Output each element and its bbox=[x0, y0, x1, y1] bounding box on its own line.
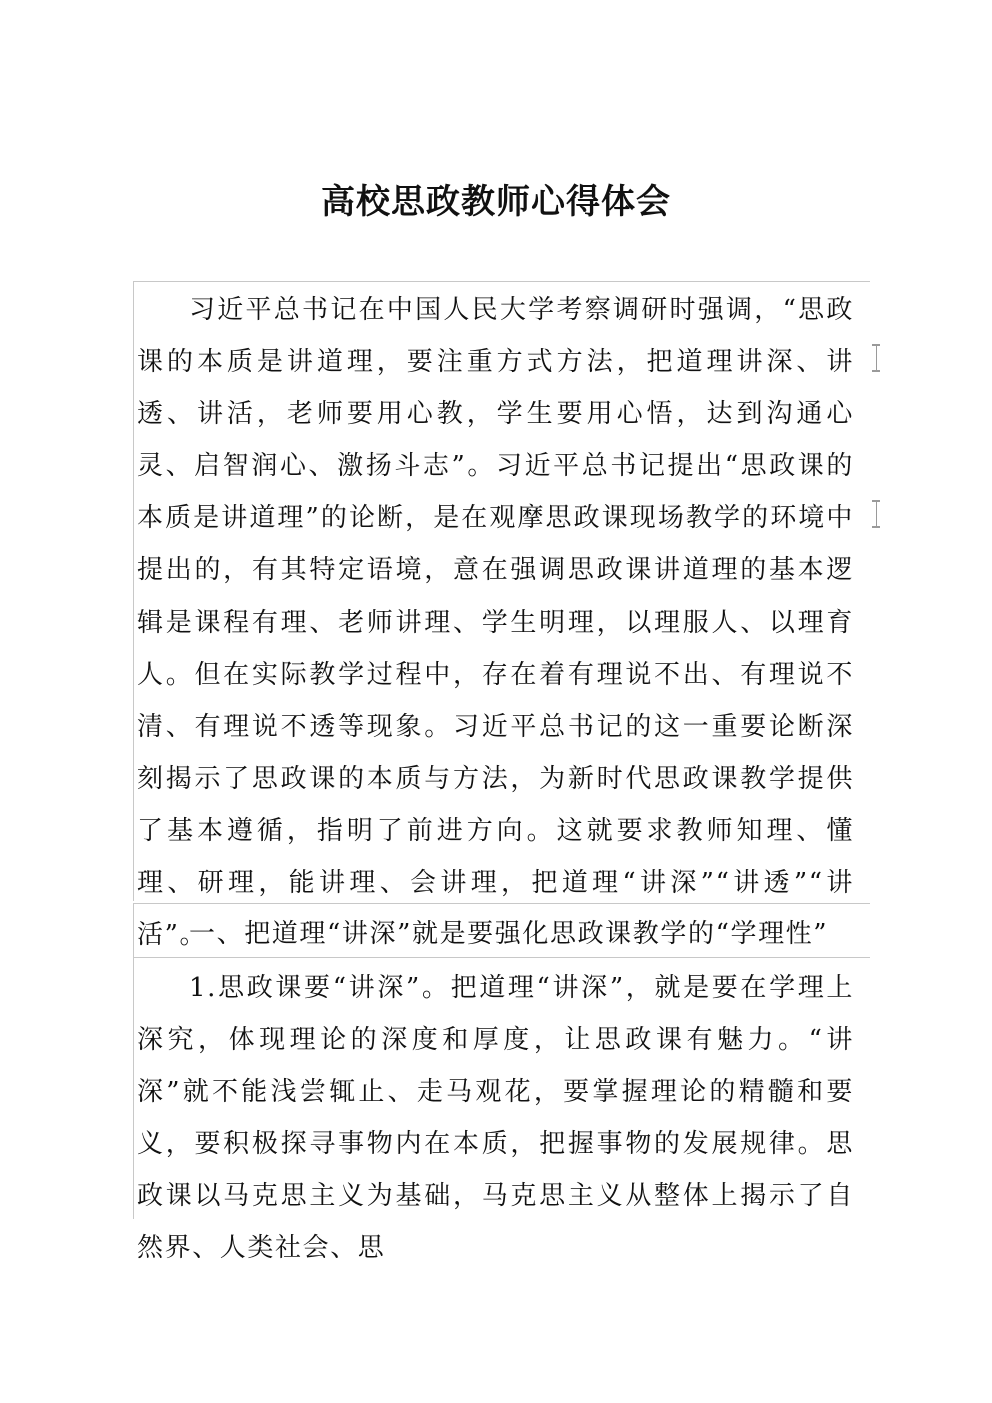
section-paragraph: 1.思政课要“讲深”。把道理“讲深”，就是要在学理上深究，体现理论的深度和厚度，让思政课有魅力。“讲深”就不能浅尝辄止、走马观花，要掌握理论的精髓和要义，要积极探寻事物内在本质，把握事物的发展规律。思政课以马克思主义为基础，马克思主义从整体上揭示了自然界、人类社会、思 bbox=[137, 973, 854, 1264]
revision-tick-2 bbox=[876, 500, 877, 528]
document-title: 高校思政教师心得体会 bbox=[321, 182, 671, 222]
section-heading-block bbox=[133, 903, 870, 957]
revision-tick-1 bbox=[876, 344, 877, 372]
intro-paragraph: 习近平总书记在中国人民大学考察调研时强调，“思政课的本质是讲道理，要注重方式方法，把道理讲深、讲透、讲活，老师要用心教，学生要用心悟，达到沟通心灵、启智润心、激扬斗志”。习近平总书记提出“思政课的本质是讲道理”的论断，是在观摩思政课现场教学的环境中提出的，有其特定语境，意在强调思政课讲道理的基本逻辑是课程有理、老师讲理、学生明理，以理服人、以理育人。但在实际教学过程中，存在着有理说不出、有理说不清、有理说不透等现象。习近平总书记的这一重要论断深刻揭示了思政课的本质与方法，为新时代思政课教学提供了基本遵循，指明了前进方向。这就要求教师知理、懂理、研理，能讲理、会讲理，把道理“讲深”“讲透”“讲活”。 bbox=[137, 295, 854, 951]
section-body bbox=[133, 957, 870, 1264]
revision-mark-2b bbox=[872, 526, 880, 528]
section-heading: 一、把道理“讲深”就是要强化思政课教学的“学理性” bbox=[189, 919, 829, 949]
revision-mark-1b bbox=[872, 370, 880, 372]
